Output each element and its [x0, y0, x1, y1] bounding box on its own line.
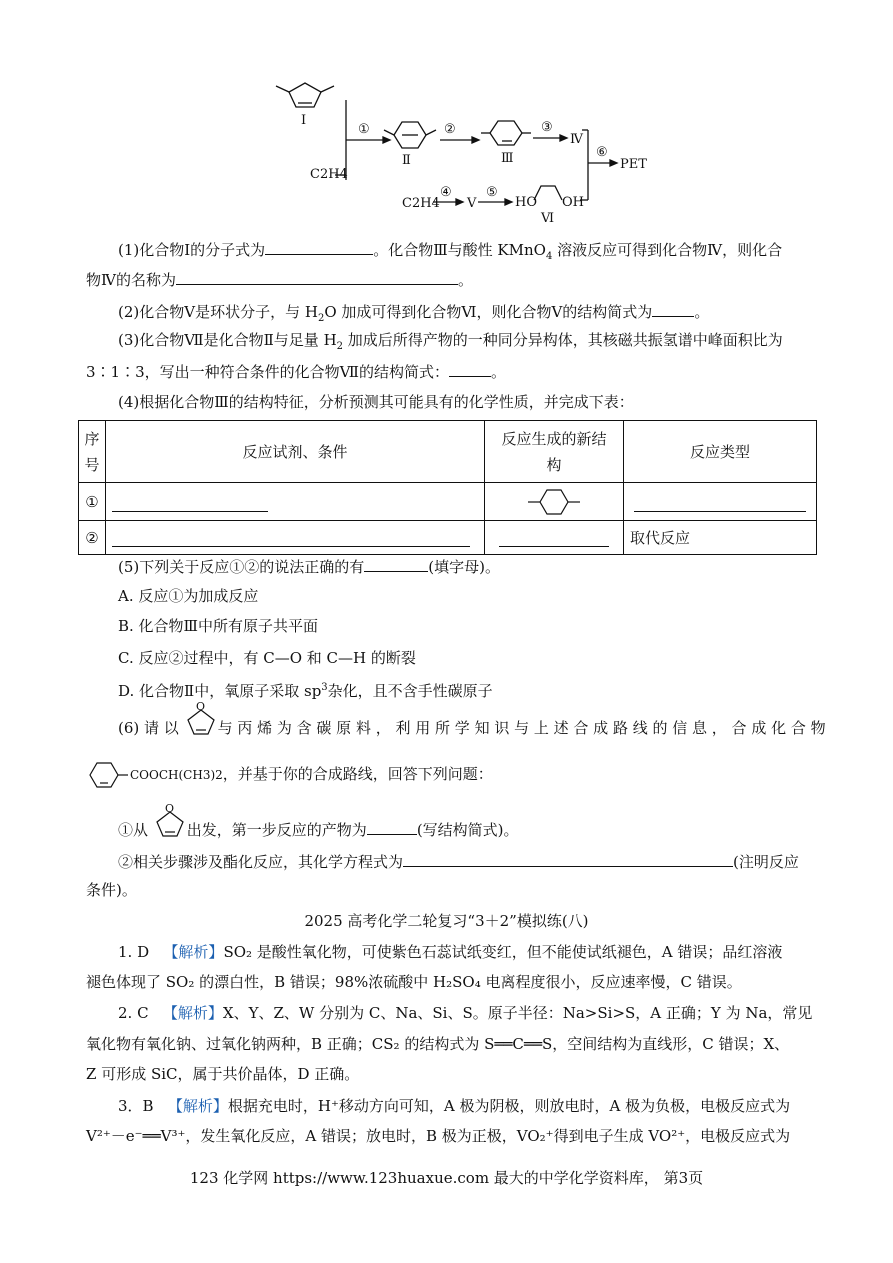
row2-no: ②: [79, 521, 106, 555]
q3-line2: 3∶1∶3，写出一种符合条件的化合物Ⅶ的结构简式： 。: [86, 360, 506, 382]
svg-text:⑤: ⑤: [486, 185, 498, 200]
q6-line2: COOCH(CH3)2，并基于你的合成路线，回答下列问题：: [86, 760, 493, 790]
svg-text:Ⅰ: Ⅰ: [301, 113, 307, 128]
answer-blank[interactable]: [449, 360, 491, 377]
answer-2-line3: Z 可形成 SiC，属于共价晶体，D 正确。: [86, 1065, 360, 1083]
svg-text:C2H4: C2H4: [310, 167, 348, 182]
header-structure: 反应生成的新结 构: [485, 421, 624, 483]
row2-reagent: [106, 521, 485, 555]
answer-3-line2: V²⁺－e⁻══V³⁺，发生氧化反应，A 错误；放电时，B 极为正极，VO₂⁺得到电子生成 VO²⁺，电极反应式为: [86, 1127, 791, 1145]
page-footer: 123 化学网 https://www.123huaxue.com 最大的中学化学资料库， 第3页: [189, 1169, 704, 1187]
synthesis-scheme: [0, 0, 893, 230]
answer-2-line2: 氧化物有氧化钠、过氧化钠两种，B 正确；CS₂ 的结构式为 S══C══S，空间结构为直线形，C 错误；X、: [86, 1035, 790, 1053]
answer-blank[interactable]: [652, 300, 694, 317]
svg-text:O: O: [164, 802, 174, 815]
q3-line1: (3)化合物Ⅶ是化合物Ⅱ与足量 $H_2$ 加成后所得产物的一种同分异构体，其核磁共振氢谱中峰面积比为: [118, 331, 783, 352]
answer-blank[interactable]: [176, 268, 458, 285]
svg-text:HO: HO: [515, 195, 537, 210]
svg-text:①: ①: [358, 122, 370, 137]
answer-blank[interactable]: [634, 495, 806, 512]
furan-structure: [153, 802, 187, 842]
svg-text:Ⅱ: Ⅱ: [402, 153, 411, 168]
q5-option-a: A. 反应①为加成反应: [118, 587, 259, 605]
answer-blank[interactable]: [112, 495, 268, 512]
svg-text:O: O: [195, 700, 205, 713]
row1-no: ①: [79, 483, 106, 521]
row2-type: 取代反应: [624, 521, 817, 555]
header-type: 反应类型: [624, 421, 817, 483]
answer-blank[interactable]: [367, 818, 417, 835]
q2-line: (2)化合物Ⅴ是环状分子，与 $H_2O$ 加成可得到化合物Ⅵ，则化合物Ⅴ的结构简式为 。: [118, 300, 709, 329]
q6-line4: ②相关步骤涉及酯化反应，其化学方程式为 (注明反应: [118, 850, 799, 872]
svg-text:④: ④: [440, 185, 452, 200]
benzene-ester-structure: [86, 760, 130, 790]
answer-3-line1: 3．B 【解析】根据充电时，H⁺移动方向可知，A 极为阴极，则放电时，A 极为负极，电极反应式为: [118, 1097, 791, 1115]
q5-line: (5)下列关于反应①②的说法正确的有 (填字母)。: [118, 555, 500, 577]
header-no: 序号: [79, 421, 106, 483]
q5-option-b: B. 化合物Ⅲ中所有原子共平面: [118, 617, 319, 635]
row1-type: [624, 483, 817, 521]
q4-line: (4)根据化合物Ⅲ的结构特征，分析预测其可能具有的化学性质，并完成下表：: [118, 393, 634, 411]
answer-blank[interactable]: [403, 850, 733, 867]
furan-structure: [184, 700, 218, 740]
q6-line5: 条件)。: [86, 881, 137, 899]
cyclohexane-structure: [522, 485, 586, 519]
answer-blank[interactable]: [265, 238, 373, 255]
row1-structure: [485, 483, 624, 521]
q1-line1: (1)化合物Ⅰ的分子式为 。化合物Ⅲ与酸性 KMnO$_4$ 溶液反应可得到化合物Ⅳ，则化合: [118, 238, 782, 267]
svg-text:②: ②: [444, 122, 456, 137]
answer-blank[interactable]: [499, 530, 609, 547]
q6-line1: (6) 请 以 O 与 丙 烯 为 含 碳 原 料 ， 利 用 所 学 知 识 与 上 述 合 成 路 线 的 信 息 ， 合 成 化 合 物: [118, 718, 826, 740]
svg-text:Ⅲ: Ⅲ: [501, 151, 514, 166]
answers-title: 2025 高考化学二轮复习“3＋2”模拟练(八): [304, 912, 589, 930]
q6-line3: ①从 O 出发，第一步反应的产物为 (写结构简式)。: [118, 818, 519, 842]
svg-text:PET: PET: [620, 157, 647, 172]
answer-1-line2: 褪色体现了 SO₂ 的漂白性，B 错误；98%浓硫酸中 H₂SO₄ 电离程度很小，反应速率慢，C 错误。: [86, 973, 742, 991]
answer-blank[interactable]: [364, 555, 428, 572]
answer-blank[interactable]: [112, 530, 470, 547]
answer-2-line1: 2. C 【解析】X、Y、Z、W 分别为 C、Na、Si、S。原子半径：Na>Si>S，A 正确；Y 为 Na，常见: [118, 1004, 813, 1022]
q5-option-c: C. 反应②过程中，有 C—O 和 C—H 的断裂: [118, 649, 416, 667]
answer-1-line1: 1. D 【解析】SO₂ 是酸性氧化物，可使紫色石蕊试纸变红，但不能使试纸褪色，A 错误；品红溶液: [118, 943, 783, 961]
header-reagent: 反应试剂、条件: [106, 421, 485, 483]
row2-structure: [485, 521, 624, 555]
q5-option-d: D. 化合物Ⅱ中，氧原子采取 $sp^3$杂化，且不含手性碳原子: [118, 682, 493, 700]
svg-text:OH: OH: [562, 195, 584, 210]
properties-table: [78, 420, 817, 555]
svg-text:Ⅳ: Ⅳ: [570, 132, 583, 147]
svg-text:Ⅵ: Ⅵ: [541, 211, 555, 226]
row1-reagent: [106, 483, 485, 521]
q1-line2: 物Ⅳ的名称为 。: [86, 268, 473, 290]
svg-text:③: ③: [541, 120, 553, 135]
svg-text:⑥: ⑥: [596, 145, 608, 160]
svg-text:C2H4: C2H4: [402, 196, 440, 211]
svg-text:V: V: [467, 196, 477, 211]
